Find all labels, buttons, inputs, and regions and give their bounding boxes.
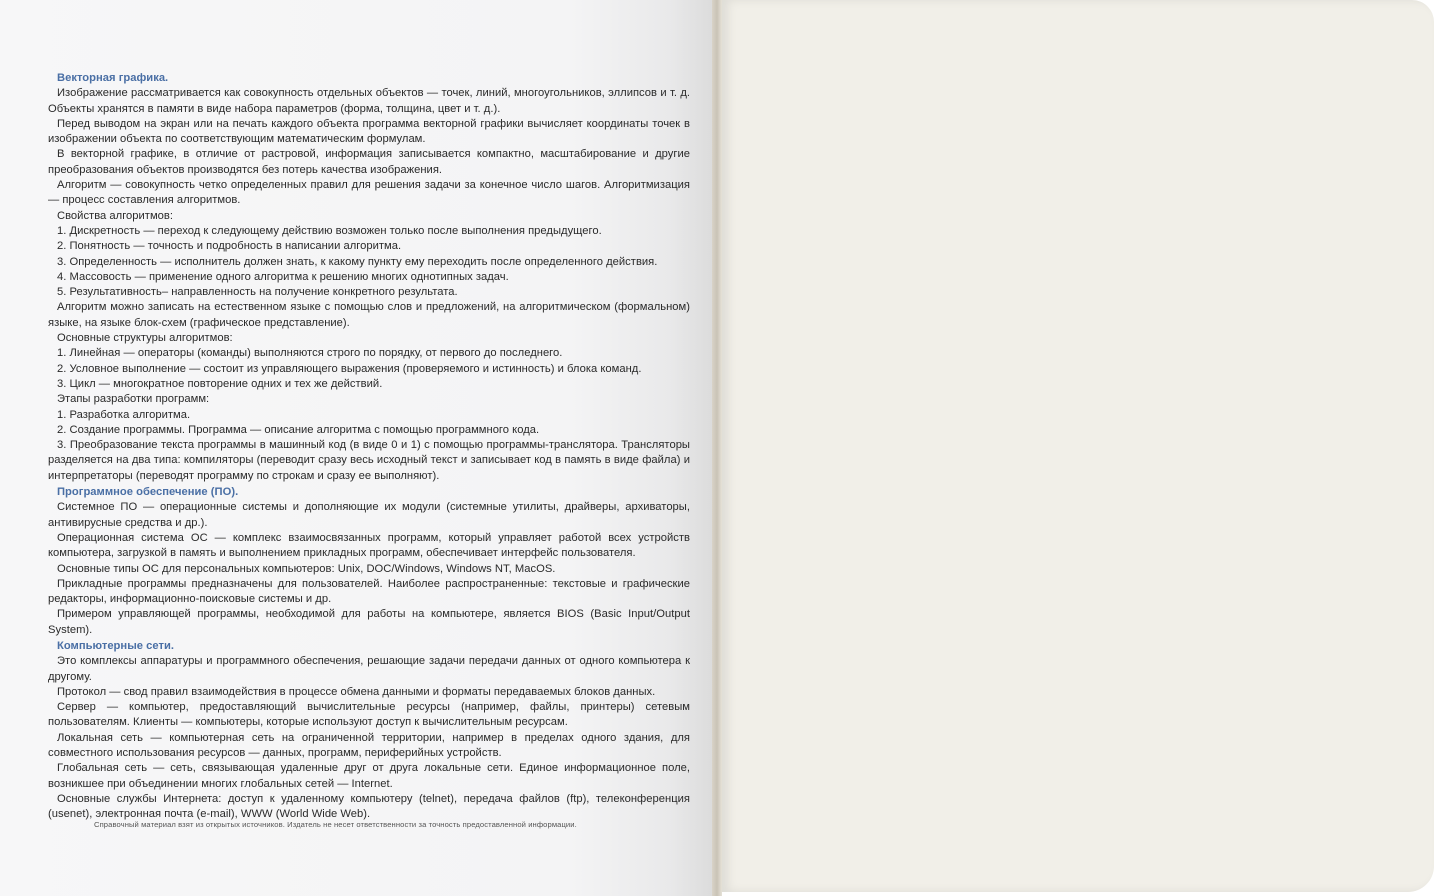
page-gutter bbox=[712, 0, 722, 896]
paragraph: Прикладные программы предназначены для пользователей. Наиболее распространенные: текстовые и графические редакторы, информационно-поисковые системы и др. bbox=[48, 577, 690, 606]
paragraph: Алгоритм — совокупность четко определенных правил для решения задачи за конечное число шагов. Алгоритмизация — процесс составления алгоритмов. bbox=[48, 179, 690, 207]
list-item: 2. Условное выполнение — состоит из управляющего выражения (проверяемого и истинность) и блока команд. bbox=[57, 362, 642, 375]
reference-text bbox=[48, 70, 690, 823]
paragraph: Основные типы ОС для персональных компьютеров: Unix, DOC/Windows, Windows NT, MacOS. bbox=[57, 562, 556, 575]
heading-software: Программное обеспечение (ПО). bbox=[57, 486, 239, 499]
list-title: Этапы разработки программ: bbox=[57, 393, 210, 406]
paragraph: Локальная сеть — компьютерная сеть на ограниченной территории, например в пределах одного здания, для совместного использования ресурсов — данных, программ, периферийных устройств. bbox=[48, 731, 690, 760]
paragraph: Алгоритм можно записать на естественном языке с помощью слов и предложений, на алгоритмическом (формальном) языке, на языке блок-схем (графическое представление). bbox=[48, 301, 690, 329]
list-title: Основные структуры алгоритмов: bbox=[57, 332, 233, 345]
paragraph: Глобальная сеть — сеть, связывающая удаленные друг от друга локальные сети. Единое информационное поле, возникшее при объединении многих глобальных сетей — Internet. bbox=[48, 762, 690, 790]
list-item: 1. Линейная — операторы (команды) выполняются строго по порядку, от первого до последнего. bbox=[57, 347, 563, 360]
paragraph: Сервер — компьютер, предоставляющий вычислительные ресурсы (например, файлы, принтеры) сетевым пользователям. Клиенты — компьютеры, которые используют доступ к вычислительным ресурсам. bbox=[48, 701, 690, 729]
heading-computer-networks: Компьютерные сети. bbox=[57, 639, 174, 652]
paragraph: Системное ПО — операционные системы и дополняющие их модули (системные утилиты, драйверы, архиваторы, антивирусные средства и др.). bbox=[48, 501, 690, 529]
list-title: Свойства алгоритмов: bbox=[57, 209, 173, 222]
list-item: 1. Разработка алгоритма. bbox=[57, 408, 191, 421]
list-item: 5. Результативность– направленность на получение конкретного результата. bbox=[57, 286, 458, 299]
left-page bbox=[0, 0, 712, 896]
list-item: 3. Цикл — многократное повторение одних и тех же действий. bbox=[57, 377, 383, 390]
paragraph: В векторной графике, в отличие от растровой, информация записывается компактно, масштабирование и другие преобразования объектов производятся без потерь качества изображения. bbox=[48, 148, 690, 176]
list-item: 4. Массовость — применение одного алгоритма к решению многих однотипных задач. bbox=[57, 270, 509, 283]
footnote: Справочный материал взят из открытых источников. Издатель не несет ответственности за точность предоставленной информации. bbox=[94, 820, 577, 829]
paragraph: Это комплексы аппаратуры и программного обеспечения, решающие задачи передачи данных от одного компьютера к другому. bbox=[48, 655, 690, 683]
list-item: 2. Создание программы. Программа — описание алгоритма с помощью программного кода. bbox=[57, 423, 540, 436]
list-item: 3. Определенность — исполнитель должен знать, к какому пункту ему переходить после определенного действия. bbox=[57, 255, 658, 268]
list-item: 1. Дискретность — переход к следующему действию возможен только после выполнения предыдущего. bbox=[57, 224, 602, 237]
paragraph: Операционная система ОС — комплекс взаимосвязанных программ, который управляет работой всех устройств компьютера, загрузкой в память и выполнением прикладных программ, обеспечивает интерфейс пользователя. bbox=[48, 531, 690, 560]
paragraph: Основные службы Интернета: доступ к удаленному компьютеру (telnet), передача файлов (ftp), телеконференция (usenet), электронная почта (e-mail), WWW (World Wide Web). bbox=[48, 792, 690, 821]
heading-vector-graphics: Векторная графика. bbox=[57, 72, 169, 84]
paragraph: Изображение рассматривается как совокупность отдельных объектов — точек, линий, многоугольников, эллипсов и т. д. Объекты хранятся в памяти в виде набора параметров (форма, толщина, цвет и т. д.). bbox=[48, 87, 690, 115]
paragraph: Протокол — свод правил взаимодействия в процессе обмена данными и форматы передаваемых блоков данных. bbox=[57, 685, 656, 698]
list-item: 2. Понятность — точность и подробность в написании алгоритма. bbox=[57, 240, 402, 253]
paragraph: Перед выводом на экран или на печать каждого объекта программа векторной графики вычисляет координаты точек в изображении объекта по соответствующим математическим формулам. bbox=[48, 117, 690, 146]
list-item: 3. Преобразование текста программы в машинный код (в виде 0 и 1) с помощью программы-транслятора. Трансляторы разделяется на два типа: компиляторы (переводит сразу весь исходный текст и записывает код в память в виде файла) и интерпретаторы (переводят программу по строкам и сразу ее выполняют). bbox=[48, 439, 690, 482]
paragraph: Примером управляющей программы, необходимой для работы на компьютере, является BIOS (Basic Input/Output System). bbox=[48, 608, 690, 636]
right-page-blank bbox=[722, 0, 1434, 892]
